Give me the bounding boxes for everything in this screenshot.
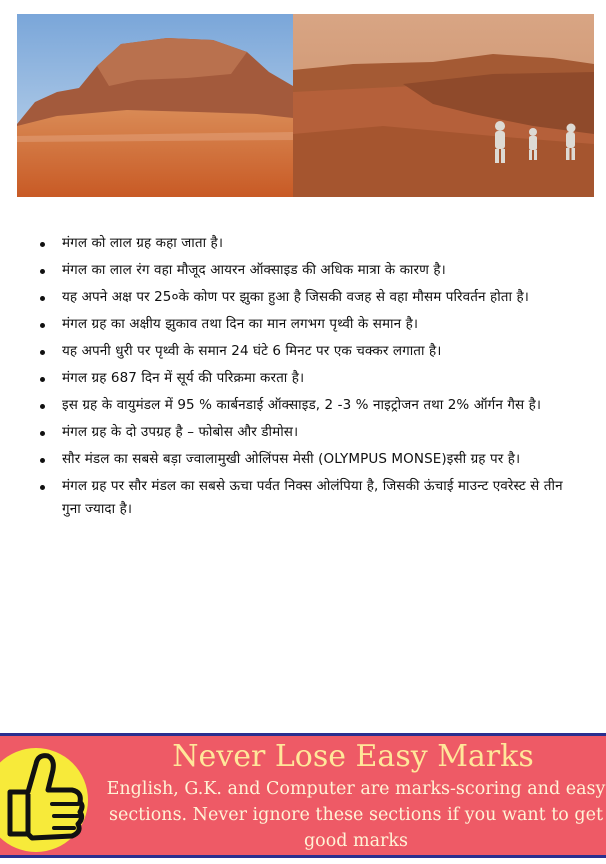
- thumbs-up-icon: [0, 742, 92, 854]
- banner-title: Never Lose Easy Marks: [172, 739, 534, 774]
- list-item: [40, 340, 585, 363]
- desert-rock-photo: [17, 14, 293, 197]
- bullet-icon: [40, 242, 45, 247]
- fact-text: सौर मंडल का सबसे बड़ा ज्वालामुखी ओलिंपस मेसी (OLYMPUS MONSE)इसी ग्रह पर है।: [62, 451, 521, 467]
- bullet-icon: [40, 323, 45, 328]
- list-item: [40, 232, 585, 255]
- list-item: [40, 448, 585, 471]
- mars-astronauts-photo: [293, 14, 594, 197]
- list-item: [40, 475, 585, 521]
- fact-text: यह अपनी धुरी पर पृथ्वी के समान 24 घंटे 6 मिनट पर एक चक्कर लगाता है।: [62, 343, 442, 359]
- bullet-icon: [40, 296, 45, 301]
- list-item: [40, 367, 585, 390]
- list-item: [40, 259, 585, 282]
- fact-text: मंगल ग्रह पर सौर मंडल का सबसे ऊचा पर्वत निक्स ओलंपिया है, जिसकी ऊंचाई माउन्ट एवरेस्ट से तीन गुना ज्यादा है।: [62, 478, 563, 517]
- fact-text: मंगल का लाल रंग वहा मौजूद आयरन ऑक्साइड की अधिक मात्रा के कारण है।: [62, 262, 446, 278]
- list-item: [40, 421, 585, 444]
- fact-text: इस ग्रह के वायुमंडल में 95 % कार्बनडाई ऑक्साइड, 2 -3 % नाइट्रोजन तथा 2% ऑर्गन गैस है।: [62, 397, 542, 413]
- list-item: [40, 286, 585, 309]
- bullet-icon: [40, 350, 45, 355]
- marks-banner: [0, 733, 606, 858]
- bullet-icon: [40, 485, 45, 490]
- list-item: [40, 394, 585, 417]
- bullet-icon: [40, 377, 45, 382]
- bullet-icon: [40, 458, 45, 463]
- bullet-icon: [40, 404, 45, 409]
- fact-text: मंगल ग्रह का अक्षीय झुकाव तथा दिन का मान लगभग पृथ्वी के समान है।: [62, 316, 419, 332]
- bullet-icon: [40, 269, 45, 274]
- list-item: [40, 313, 585, 336]
- fact-text: यह अपने अक्ष पर 25०के कोण पर झुका हुआ है जिसकी वजह से वहा मौसम परिवर्तन होता है।: [62, 289, 529, 305]
- banner-text: English, G.K. and Computer are marks-scoring and easy sections. Never ignore these sections if you want to get good marks: [106, 779, 606, 851]
- fact-text: मंगल ग्रह 687 दिन में सूर्य की परिक्रमा करता है।: [62, 370, 305, 386]
- mars-facts-list: [40, 232, 585, 525]
- bullet-icon: [40, 431, 45, 436]
- fact-text: मंगल को लाल ग्रह कहा जाता है।: [62, 235, 224, 251]
- fact-text: मंगल ग्रह के दो उपग्रह है – फोबोस और डीमोस।: [62, 424, 299, 440]
- photo-strip: [17, 14, 594, 197]
